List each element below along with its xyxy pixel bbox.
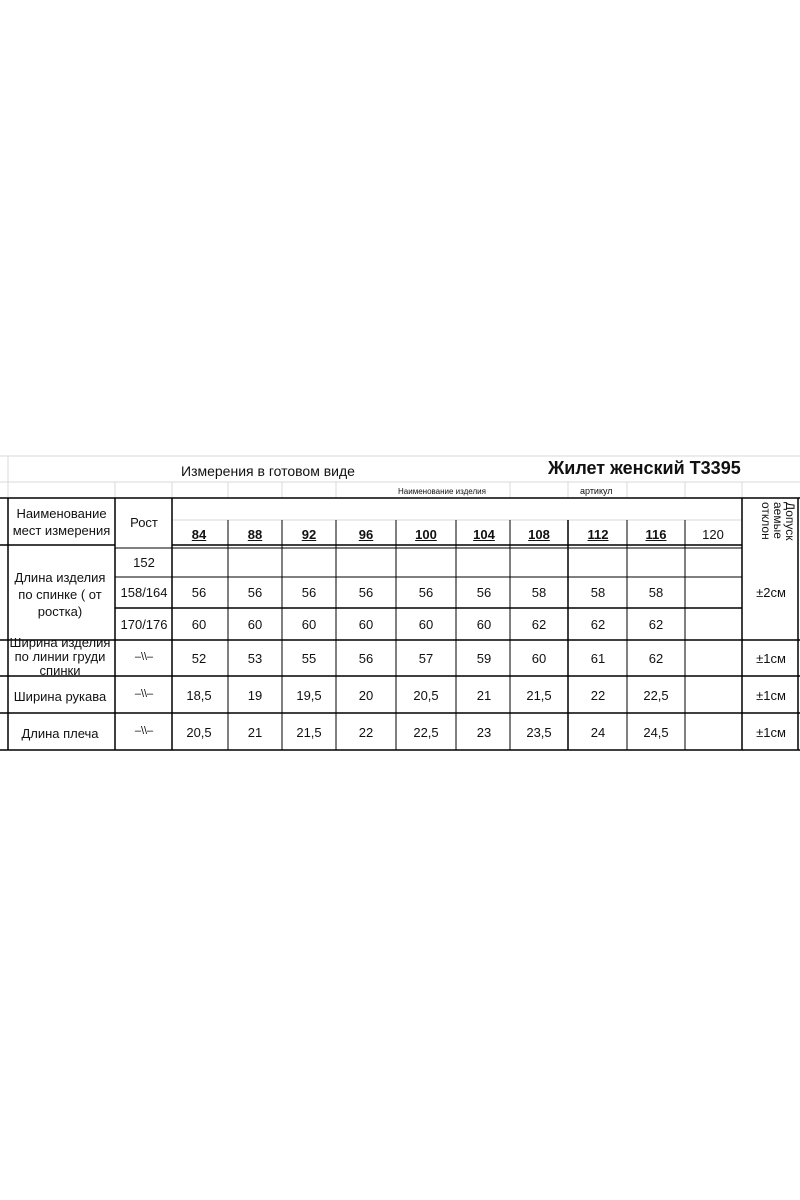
value-cell: 60	[247, 617, 263, 632]
measurement-name: Длина плеча	[21, 726, 99, 741]
value-cell: 21	[476, 688, 492, 703]
tolerance-header: Допуск аемые отклон	[759, 502, 797, 541]
value-cell: 23,5	[526, 725, 552, 740]
height-cell: 152	[133, 555, 155, 570]
height-cell: 158/164	[120, 585, 168, 600]
size-header-96: 96	[358, 527, 374, 542]
product-name-label: Наименование изделия	[398, 487, 486, 496]
size-header-108: 108	[528, 527, 550, 542]
value-cell: 20,5	[413, 688, 439, 703]
value-cell: 58	[648, 585, 664, 600]
value-cell: 20	[358, 688, 374, 703]
value-cell: 55	[301, 651, 317, 666]
measurement-name: Ширина рукава	[13, 689, 107, 704]
value-cell: 60	[358, 617, 374, 632]
value-cell: 52	[191, 651, 207, 666]
value-cell: 56	[418, 585, 434, 600]
size-header-84: 84	[191, 527, 207, 542]
measurement-name: Ширина изделия по линии груди спинки	[9, 635, 111, 678]
value-cell: 56	[191, 585, 207, 600]
height-cell: 170/176	[120, 617, 168, 632]
value-cell: 56	[247, 585, 263, 600]
value-cell: 19,5	[296, 688, 322, 703]
value-cell: 56	[358, 585, 374, 600]
article-label: артикул	[580, 486, 613, 496]
value-cell: 57	[418, 651, 434, 666]
sheet-caption: Измерения в готовом виде	[181, 463, 355, 479]
size-header-92: 92	[301, 527, 317, 542]
value-cell: 56	[358, 651, 374, 666]
size-header-112: 112	[587, 527, 609, 542]
value-cell: 20,5	[186, 725, 212, 740]
value-cell: 24,5	[643, 725, 669, 740]
tolerance-cell: ±2см	[756, 585, 786, 600]
height-cell: –\\–	[134, 651, 154, 663]
size-header-104: 104	[473, 527, 495, 542]
value-cell: 24	[590, 725, 606, 740]
height-header: Рост	[130, 515, 158, 530]
height-cell: –\\–	[134, 688, 154, 700]
value-cell: 56	[301, 585, 317, 600]
value-cell: 62	[648, 651, 664, 666]
value-cell: 56	[476, 585, 492, 600]
size-header-88: 88	[247, 527, 263, 542]
tolerance-cell: ±1см	[756, 651, 786, 666]
value-cell: 53	[247, 651, 263, 666]
tolerance-cell: ±1см	[756, 688, 786, 703]
value-cell: 22,5	[413, 725, 439, 740]
value-cell: 60	[531, 651, 547, 666]
size-header-100: 100	[415, 527, 437, 542]
value-cell: 60	[301, 617, 317, 632]
value-cell: 21	[247, 725, 263, 740]
tolerance-cell: ±1см	[756, 725, 786, 740]
height-cell: –\\–	[134, 725, 154, 737]
value-cell: 61	[590, 651, 606, 666]
product-title: Жилет женский Т3395	[548, 458, 741, 478]
value-cell: 59	[476, 651, 492, 666]
value-cell: 58	[590, 585, 606, 600]
measurement-name: Длина изделия по спинке ( от ростка)	[14, 570, 106, 619]
value-cell: 22,5	[643, 688, 669, 703]
value-cell: 58	[531, 585, 547, 600]
value-cell: 60	[191, 617, 207, 632]
value-cell: 62	[531, 617, 547, 632]
measurement-name-header: Наименование мест измерения	[12, 506, 111, 538]
size-header-116: 116	[645, 527, 667, 542]
value-cell: 62	[648, 617, 664, 632]
value-cell: 19	[247, 688, 263, 703]
value-cell: 21,5	[526, 688, 552, 703]
value-cell: 22	[590, 688, 606, 703]
value-cell: 60	[476, 617, 492, 632]
value-cell: 23	[476, 725, 492, 740]
value-cell: 21,5	[296, 725, 322, 740]
size-header-120: 120	[702, 527, 724, 542]
value-cell: 62	[590, 617, 606, 632]
value-cell: 22	[358, 725, 374, 740]
value-cell: 18,5	[186, 688, 212, 703]
value-cell: 60	[418, 617, 434, 632]
